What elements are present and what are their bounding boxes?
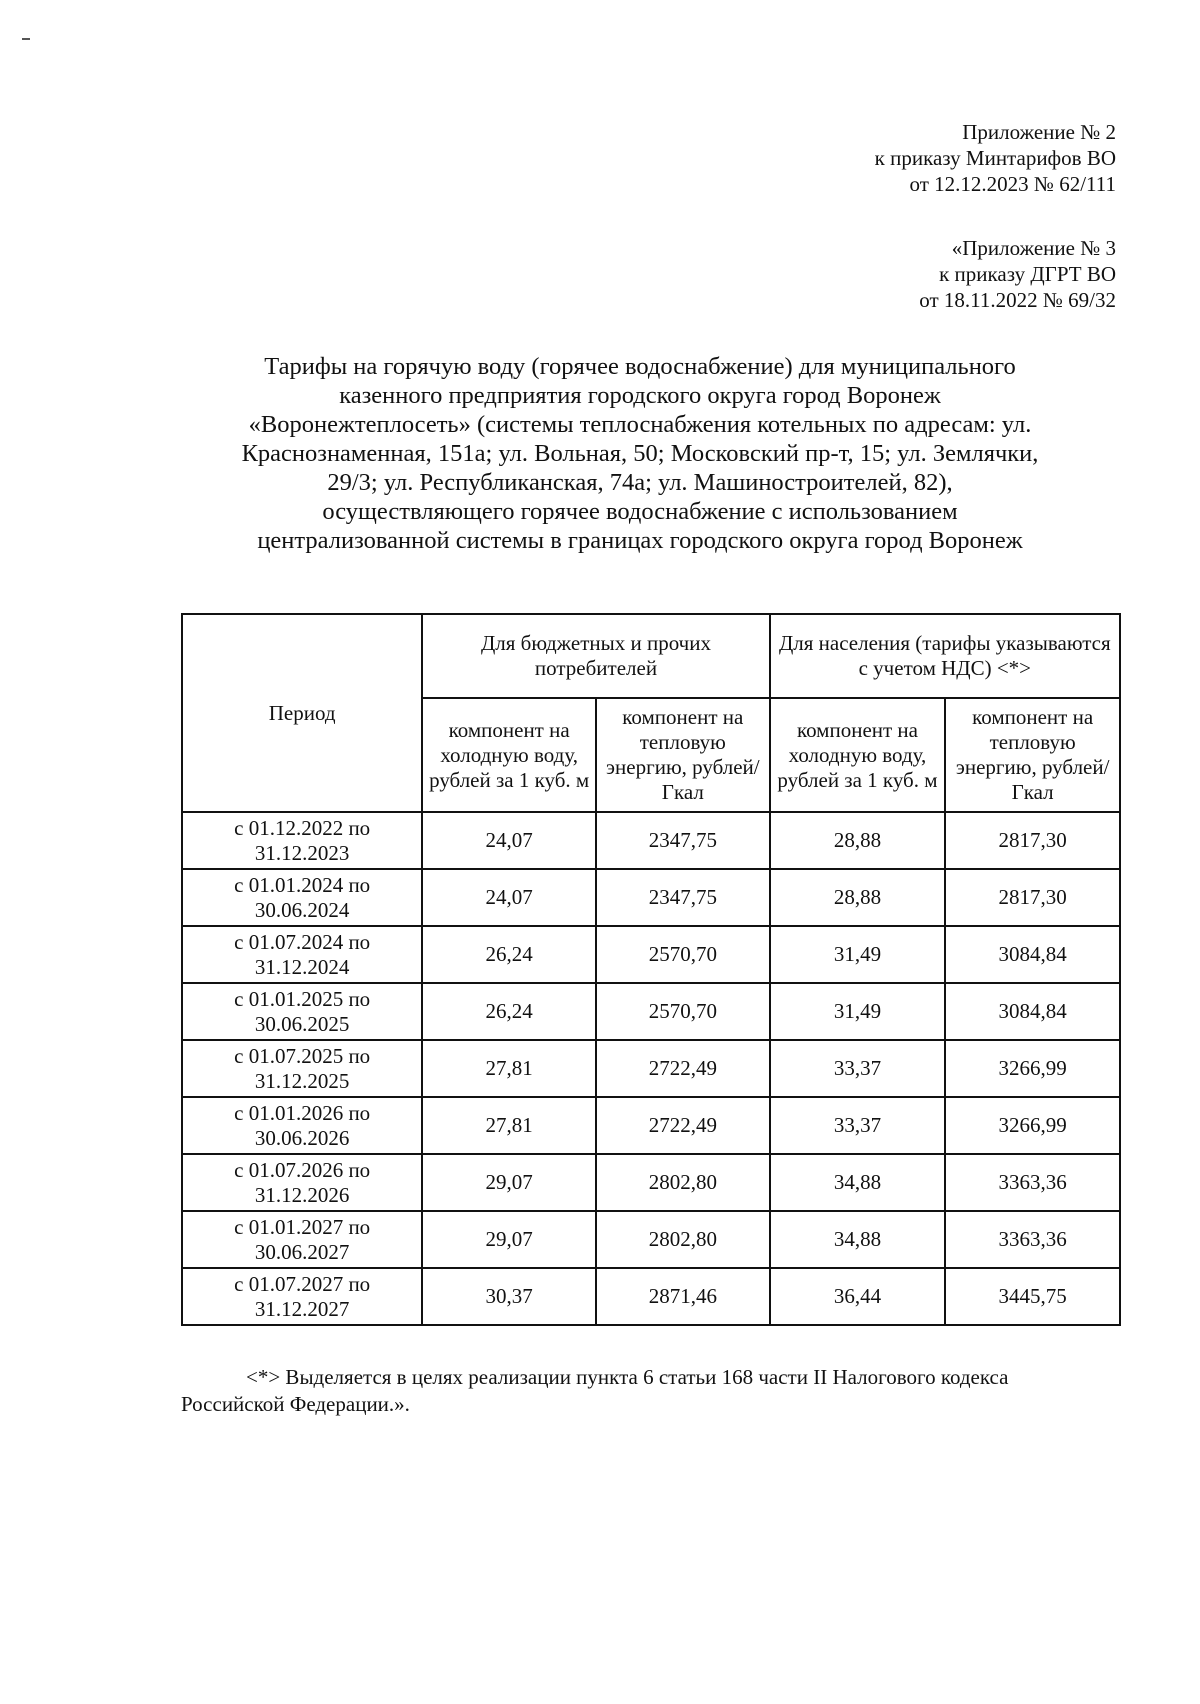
- period-cell: с 01.01.2026 по 30.06.2026: [182, 1097, 422, 1154]
- group-header-population: Для населения (тарифы указываются с учетом НДС) <*>: [770, 614, 1120, 698]
- budget-cold-cell: 26,24: [422, 926, 596, 983]
- title-line: 29/3; ул. Республиканская, 74а; ул. Машиностроителей, 82),: [327, 469, 953, 496]
- population-cold-cell: 33,37: [770, 1040, 946, 1097]
- appendix-header-original: [919, 235, 1116, 313]
- budget-cold-cell: 27,81: [422, 1097, 596, 1154]
- table-row: [182, 983, 1120, 1040]
- table-row: [182, 1154, 1120, 1211]
- table-row: [182, 869, 1120, 926]
- period-header: Период: [182, 614, 422, 812]
- budget-heat-cell: 2347,75: [596, 869, 770, 926]
- col-header-heat-energy: компонент на тепловую энергию, рублей/Гкал: [945, 698, 1120, 812]
- budget-heat-cell: 2722,49: [596, 1097, 770, 1154]
- budget-cold-cell: 26,24: [422, 983, 596, 1040]
- appendix-order-ref: к приказу Минтарифов ВО: [874, 146, 1116, 170]
- period-cell: с 01.01.2027 по 30.06.2027: [182, 1211, 422, 1268]
- document-title: [160, 352, 1120, 555]
- population-cold-cell: 33,37: [770, 1097, 946, 1154]
- title-line: «Воронежтеплосеть» (системы теплоснабжения котельных по адресам: ул.: [248, 411, 1032, 438]
- population-heat-cell: 2817,30: [945, 812, 1120, 869]
- budget-heat-cell: 2722,49: [596, 1040, 770, 1097]
- appendix-order-ref: к приказу ДГРТ ВО: [939, 262, 1116, 286]
- population-heat-cell: 3445,75: [945, 1268, 1120, 1325]
- period-cell: с 01.01.2025 по 30.06.2025: [182, 983, 422, 1040]
- period-cell: с 01.07.2025 по 31.12.2025: [182, 1040, 422, 1097]
- budget-cold-cell: 29,07: [422, 1211, 596, 1268]
- group-header-budget: Для бюджетных и прочих потребителей: [422, 614, 769, 698]
- title-line: осуществляющего горячее водоснабжение с использованием: [322, 498, 958, 525]
- budget-heat-cell: 2871,46: [596, 1268, 770, 1325]
- population-heat-cell: 3363,36: [945, 1211, 1120, 1268]
- table-row: [182, 1097, 1120, 1154]
- population-cold-cell: 28,88: [770, 869, 946, 926]
- appendix-order-date: от 12.12.2023 № 62/111: [909, 172, 1116, 196]
- period-cell: с 01.12.2022 по 31.12.2023: [182, 812, 422, 869]
- footnote-line: <*> Выделяется в целях реализации пункта 6 статьи 168 части II Налогового кодекса: [246, 1365, 1009, 1389]
- period-cell: с 01.07.2024 по 31.12.2024: [182, 926, 422, 983]
- period-cell: с 01.01.2024 по 30.06.2024: [182, 869, 422, 926]
- col-header-cold-water: компонент на холодную воду, рублей за 1 куб. м: [422, 698, 596, 812]
- budget-cold-cell: 24,07: [422, 869, 596, 926]
- footnote-line: Российской Федерации.».: [181, 1392, 410, 1416]
- table-row: [182, 1268, 1120, 1325]
- budget-cold-cell: 30,37: [422, 1268, 596, 1325]
- budget-heat-cell: 2802,80: [596, 1211, 770, 1268]
- appendix-order-date: от 18.11.2022 № 69/32: [919, 288, 1116, 312]
- period-cell: с 01.07.2027 по 31.12.2027: [182, 1268, 422, 1325]
- population-cold-cell: 34,88: [770, 1211, 946, 1268]
- population-heat-cell: 3084,84: [945, 926, 1120, 983]
- budget-cold-cell: 24,07: [422, 812, 596, 869]
- appendix-number: «Приложение № 3: [951, 236, 1116, 260]
- scan-mark: [22, 38, 30, 40]
- budget-cold-cell: 29,07: [422, 1154, 596, 1211]
- budget-heat-cell: 2802,80: [596, 1154, 770, 1211]
- title-line: Краснознаменная, 151а; ул. Вольная, 50; Московский пр-т, 15; ул. Землячки,: [241, 440, 1039, 467]
- title-line: казенного предприятия городского округа город Воронеж: [339, 382, 941, 409]
- table-row: [182, 1040, 1120, 1097]
- table-row: [182, 926, 1120, 983]
- population-heat-cell: 3266,99: [945, 1097, 1120, 1154]
- period-cell: с 01.07.2026 по 31.12.2026: [182, 1154, 422, 1211]
- population-cold-cell: 31,49: [770, 983, 946, 1040]
- footnote: [181, 1364, 1126, 1418]
- col-header-cold-water: компонент на холодную воду, рублей за 1 куб. м: [770, 698, 946, 812]
- population-heat-cell: 2817,30: [945, 869, 1120, 926]
- budget-heat-cell: 2347,75: [596, 812, 770, 869]
- table-row: [182, 812, 1120, 869]
- population-cold-cell: 34,88: [770, 1154, 946, 1211]
- appendix-number: Приложение № 2: [962, 120, 1116, 144]
- population-heat-cell: 3266,99: [945, 1040, 1120, 1097]
- population-cold-cell: 28,88: [770, 812, 946, 869]
- population-heat-cell: 3363,36: [945, 1154, 1120, 1211]
- budget-heat-cell: 2570,70: [596, 983, 770, 1040]
- title-line: централизованной системы в границах городского округа город Воронеж: [257, 527, 1023, 554]
- population-cold-cell: 36,44: [770, 1268, 946, 1325]
- population-heat-cell: 3084,84: [945, 983, 1120, 1040]
- table-row: [182, 1211, 1120, 1268]
- budget-cold-cell: 27,81: [422, 1040, 596, 1097]
- budget-heat-cell: 2570,70: [596, 926, 770, 983]
- population-cold-cell: 31,49: [770, 926, 946, 983]
- appendix-header-current: [875, 119, 1116, 197]
- col-header-heat-energy: компонент на тепловую энергию, рублей/Гкал: [596, 698, 770, 812]
- title-line: Тарифы на горячую воду (горячее водоснабжение) для муниципального: [264, 353, 1016, 380]
- tariff-table: [181, 613, 1121, 1326]
